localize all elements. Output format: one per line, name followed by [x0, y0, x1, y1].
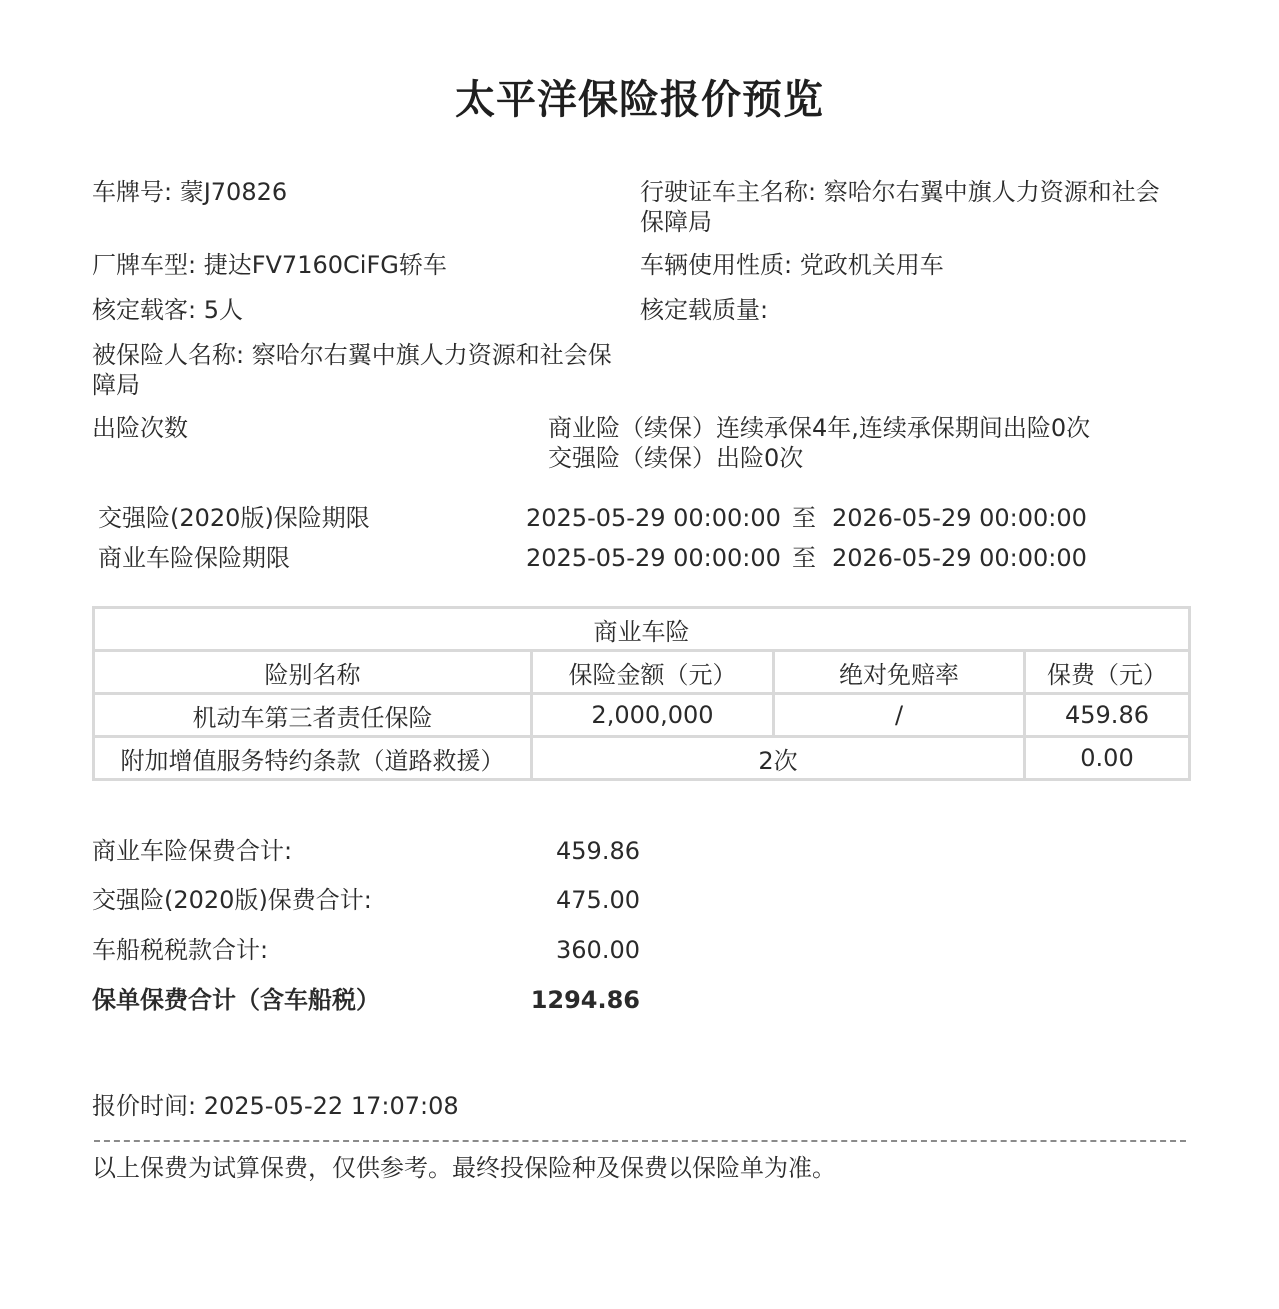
table-caption-row: [94, 608, 1190, 651]
claims-commercial: 商业险（续保）连续承保4年,连续承保期间出险0次: [548, 414, 1091, 442]
total-label: 车船税税款合计:: [92, 936, 269, 964]
dashed-divider: [94, 1140, 1186, 1142]
total-value: 360.00: [556, 936, 640, 964]
table-cell: 459.86: [1025, 694, 1190, 737]
total-value: 475.00: [556, 886, 640, 914]
column-header: 险别名称: [94, 651, 532, 694]
table-row: [94, 694, 1190, 737]
table-row: [94, 737, 1190, 780]
period-to: 至: [792, 504, 816, 532]
coverage-table: [92, 606, 1191, 781]
insured-name: 被保险人名称: 察哈尔右翼中旗人力资源和社会保障局: [92, 341, 612, 399]
column-header: 保险金额（元）: [532, 651, 774, 694]
table-header-row: [94, 651, 1190, 694]
period-end: 2026-05-29 00:00:00: [832, 544, 1087, 572]
table-cell: 2,000,000: [532, 694, 774, 737]
table-cell: 0.00: [1025, 737, 1190, 780]
column-header: 保费（元）: [1025, 651, 1190, 694]
table-cell: 2次: [532, 737, 1025, 780]
period-end: 2026-05-29 00:00:00: [832, 504, 1087, 532]
vehicle-model: 厂牌车型: 捷达FV7160CiFG轿车: [92, 251, 447, 279]
table-caption: 商业车险: [94, 608, 1190, 651]
quote-time: 报价时间: 2025-05-22 17:07:08: [92, 1092, 459, 1120]
grand-total-value: 1294.86: [530, 986, 640, 1014]
page-title: 太平洋保险报价预览: [455, 77, 824, 123]
claims-compulsory: 交强险（续保）出险0次: [548, 444, 804, 472]
column-header: 绝对免赔率: [774, 651, 1025, 694]
period-label: 商业车险保险期限: [98, 544, 290, 572]
vehicle-usage: 车辆使用性质: 党政机关用车: [640, 251, 944, 279]
table-cell: /: [774, 694, 1025, 737]
approved-load: 核定载质量:: [640, 296, 769, 324]
approved-seats: 核定载客: 5人: [92, 296, 243, 324]
period-label: 交强险(2020版)保险期限: [98, 504, 370, 532]
period-to: 至: [792, 544, 816, 572]
table-cell: 附加增值服务特约条款（道路救援）: [94, 737, 532, 780]
plate-number: 车牌号: 蒙J70826: [92, 178, 288, 206]
period-start: 2025-05-29 00:00:00: [526, 504, 781, 532]
claims-label: 出险次数: [92, 414, 188, 442]
grand-total-label: 保单保费合计（含车船税）: [92, 986, 380, 1014]
total-value: 459.86: [556, 837, 640, 865]
total-label: 商业车险保费合计:: [92, 837, 293, 865]
period-start: 2025-05-29 00:00:00: [526, 544, 781, 572]
total-label: 交强险(2020版)保费合计:: [92, 886, 372, 914]
table-cell: 机动车第三者责任保险: [94, 694, 532, 737]
disclaimer: 以上保费为试算保费，仅供参考。最终投保险种及保费以保险单为准。: [92, 1154, 836, 1182]
license-owner: 行驶证车主名称: 察哈尔右翼中旗人力资源和社会保障局: [640, 178, 1160, 236]
